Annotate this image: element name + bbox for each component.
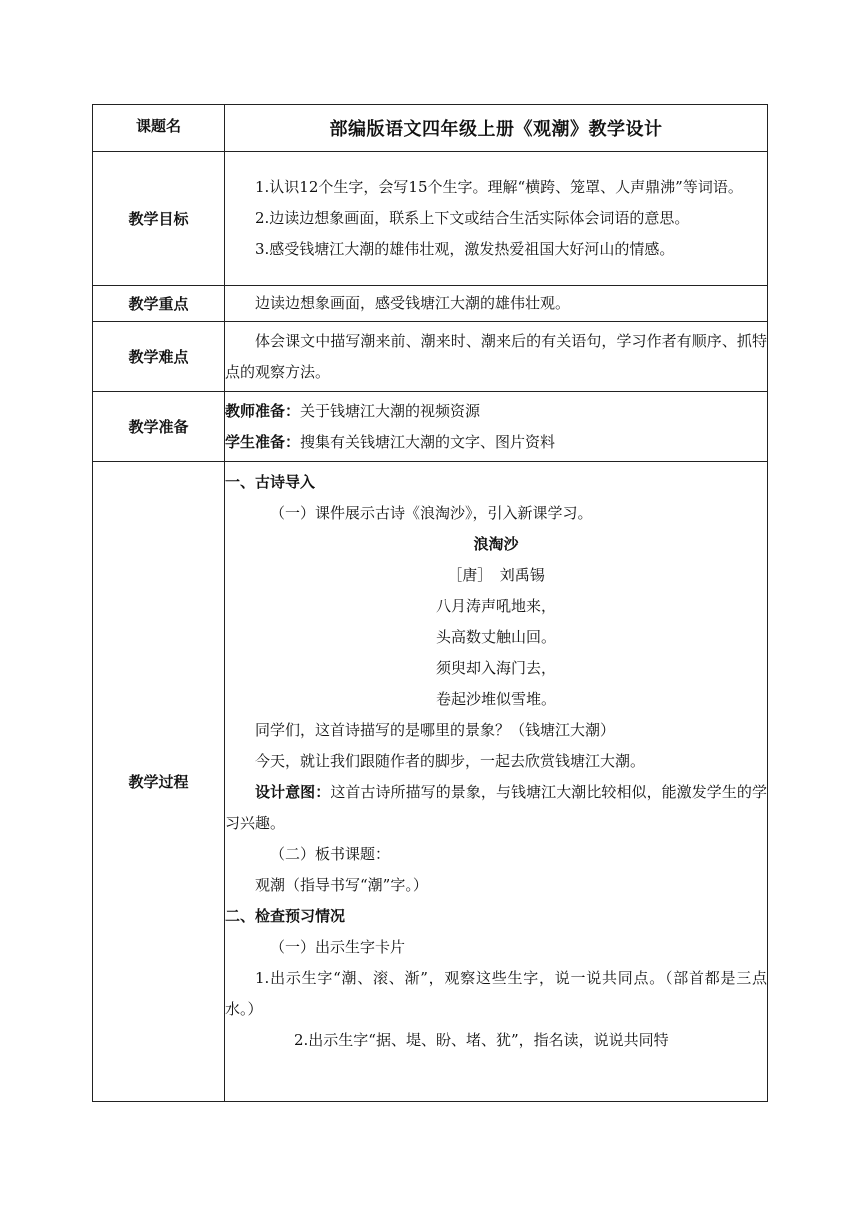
section2-heading: 二、检查预习情况 (225, 907, 346, 925)
teacher-prep-text: 关于钱塘江大潮的视频资源 (300, 401, 481, 420)
student-prep-label: 学生准备： (225, 432, 301, 451)
teacher-prep-label: 教师准备： (225, 401, 301, 420)
key-points-row (93, 286, 768, 322)
design-intent-label: 设计意图： (255, 783, 331, 801)
student-prep-text: 搜集有关钱塘江大潮的文字、图片资料 (300, 432, 556, 451)
poem-line: 八月涛声吼地来， (435, 597, 556, 615)
difficulties-label: 教学难点 (93, 322, 225, 392)
teacher-prep (225, 396, 767, 427)
poem-line: 须臾却入海门去， (435, 659, 556, 677)
difficulties-content (225, 322, 768, 392)
lead-in-text: 今天，就让我们跟随作者的脚步，一起去欣赏钱塘江大潮。 (255, 752, 646, 770)
difficulties-row (93, 322, 768, 392)
process-row (93, 462, 768, 1102)
document-title: 部编版语文四年级上册《观潮》教学设计 (225, 105, 768, 152)
poem-line: 卷起沙堆似雪堆。 (435, 690, 556, 708)
key-points-text: 边读边想象画面，感受钱塘江大潮的雄伟壮观。 (255, 294, 571, 312)
process-content (225, 462, 768, 1102)
board-title: 观潮（指导书写“潮”字。） (255, 876, 428, 894)
poem-author: ［唐］ 刘禹锡 (447, 566, 545, 584)
key-points-label: 教学重点 (93, 286, 225, 322)
section2-step1: （一）出示生字卡片 (270, 938, 406, 956)
section1-step2: （二）板书课题： (270, 845, 391, 863)
preparation-label: 教学准备 (93, 392, 225, 462)
preparation-content (225, 392, 768, 462)
goals-label: 教学目标 (93, 152, 225, 286)
course-name-label: 课题名 (93, 105, 225, 152)
goal-item: 3.感受钱塘江大潮的雄伟壮观，激发热爱祖国大好河山的情感。 (255, 240, 675, 258)
question-text: 同学们，这首诗描写的是哪里的景象？（钱塘江大潮） (255, 721, 616, 739)
item2-text: 2.出示生字“据、堤、盼、堵、犹”，指名读，说说共同特 (294, 1031, 669, 1049)
goals-content (225, 152, 768, 286)
lesson-plan-table (92, 104, 768, 1102)
preparation-row (93, 392, 768, 462)
design-intent (225, 777, 767, 839)
goal-item: 2.边读边想象画面，联系上下文或结合生活实际体会词语的意思。 (255, 209, 690, 227)
student-prep (225, 427, 767, 458)
title-row (93, 105, 768, 152)
goals-row (93, 152, 768, 286)
design-intent-text: 这首古诗所描写的景象，与钱塘江大潮比较相似，能激发学生的学习兴趣。 (225, 783, 767, 832)
difficulties-text: 体会课文中描写潮来前、潮来时、潮来后的有关语句，学习作者有顺序、抓特点的观察方法。 (225, 331, 767, 381)
item1-text: 1.出示生字“潮、滚、渐”，观察这些生字，说一说共同点。（部首都是三点水。） (225, 969, 767, 1018)
poem-line: 头高数丈触山回。 (435, 628, 556, 646)
key-points-content (225, 286, 768, 322)
goal-item: 1.认识12个生字，会写15个生字。理解“横跨、笼罩、人声鼎沸”等词语。 (255, 178, 743, 196)
poem-title: 浪淘沙 (473, 535, 519, 553)
section1-heading: 一、古诗导入 (225, 473, 316, 491)
section1-step1: （一）课件展示古诗《浪淘沙》，引入新课学习。 (270, 504, 593, 522)
process-label: 教学过程 (93, 462, 225, 1102)
